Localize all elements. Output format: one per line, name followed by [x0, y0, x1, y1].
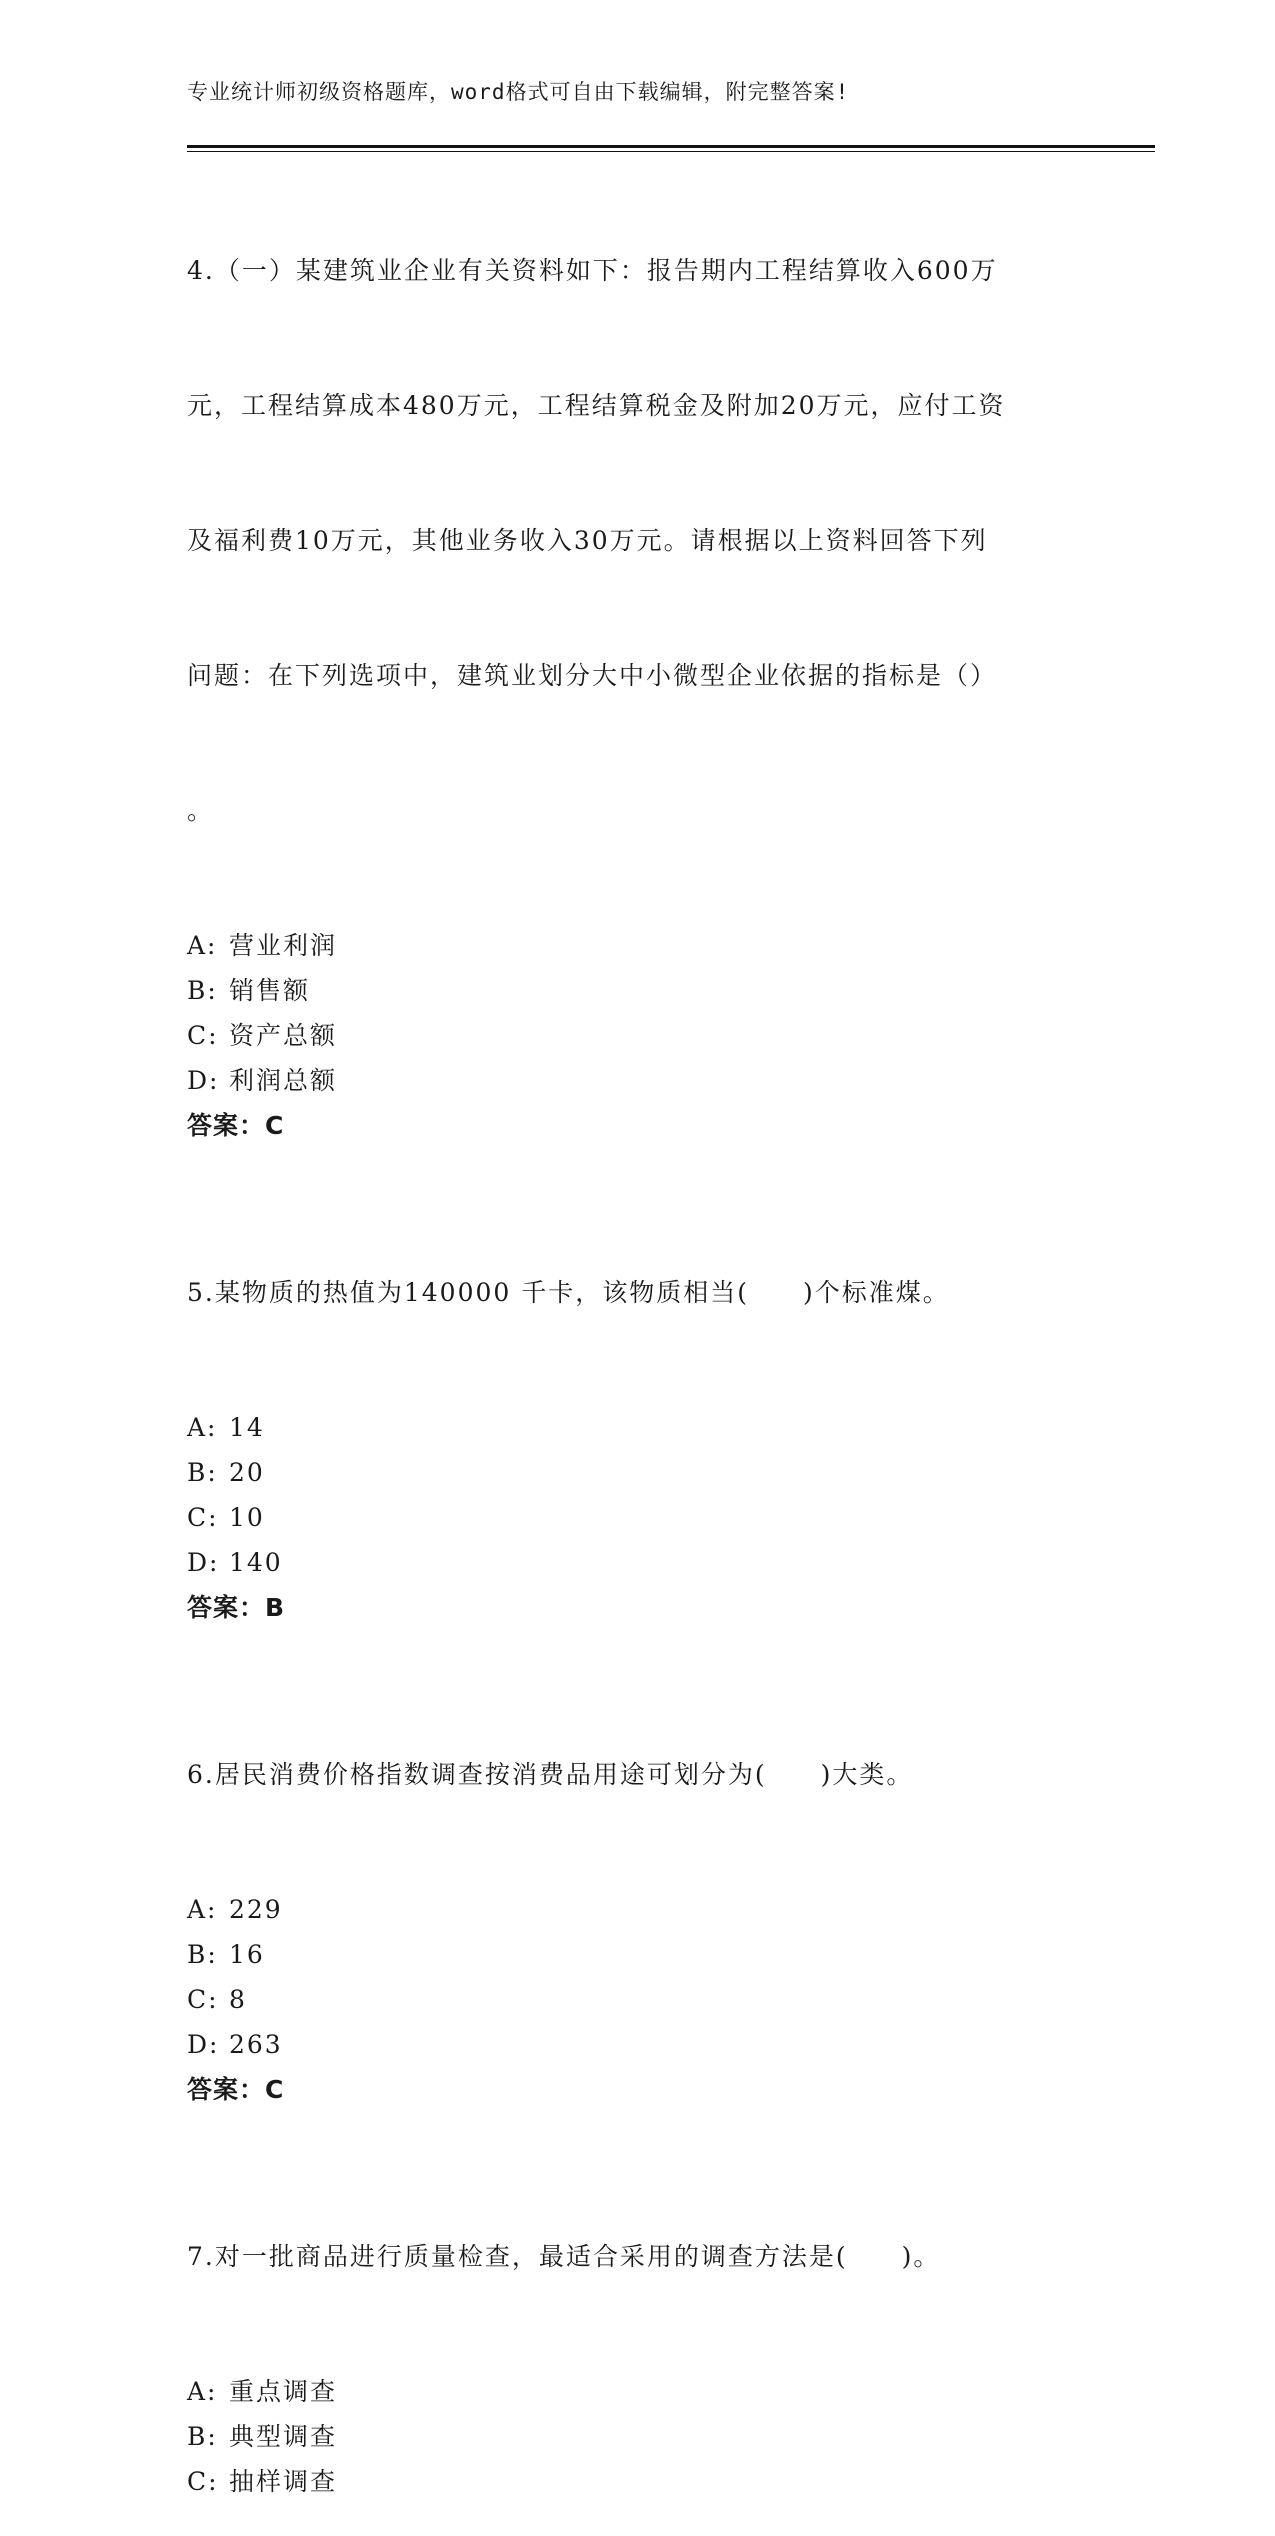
option-text: 229: [229, 1895, 283, 1924]
option-letter: D:: [187, 2030, 220, 2059]
option-c: [187, 2459, 1087, 2504]
option-text: 利润总额: [229, 1066, 338, 1095]
option-letter: C:: [187, 2467, 219, 2496]
stem-line: 6.居民消费价格指数调查按消费品用途可划分为( )大类。: [187, 1760, 914, 1789]
option-text: 14: [229, 1413, 265, 1442]
stem-line: 4.（一）某建筑业企业有关资料如下：报告期内工程结算收入600万: [187, 256, 998, 285]
answer-label: 答案：C: [187, 2075, 285, 2104]
option-letter: C:: [187, 1021, 219, 1050]
question-7: [187, 2144, 1087, 2504]
option-c: [187, 1495, 1087, 1540]
option-a: [187, 2369, 1087, 2414]
option-letter: A:: [187, 1413, 218, 1442]
option-text: 销售额: [229, 976, 311, 1005]
option-letter: A:: [187, 2377, 218, 2406]
question-stem: [187, 1662, 1087, 1887]
page-header: 专业统计师初级资格题库，word格式可自由下载编辑，附完整答案!: [187, 80, 850, 104]
option-text: 20: [229, 1458, 265, 1487]
header-rule-thin: [187, 151, 1155, 152]
option-a: [187, 1405, 1087, 1450]
option-text: 140: [229, 1548, 283, 1577]
stem-line: 。: [187, 796, 215, 825]
question-stem: [187, 2144, 1087, 2369]
option-letter: C:: [187, 1985, 219, 2014]
option-d: [187, 2022, 1087, 2067]
question-6: [187, 1662, 1087, 2112]
option-text: 16: [229, 1940, 265, 1969]
option-text: 8: [229, 1985, 247, 2014]
option-letter: B:: [187, 1940, 218, 1969]
answer-label: 答案：B: [187, 1593, 286, 1622]
stem-line: 7.对一批商品进行质量检查，最适合采用的调查方法是( )。: [187, 2242, 941, 2271]
option-b: [187, 1932, 1087, 1977]
option-letter: A:: [187, 1895, 218, 1924]
stem-line: 元，工程结算成本480万元，工程结算税金及附加20万元，应付工资: [187, 391, 1006, 420]
stem-line: 5.某物质的热值为140000 千卡，该物质相当( )个标准煤。: [187, 1278, 950, 1307]
header-rule-thick: [187, 145, 1155, 148]
question-list: [187, 158, 1087, 2536]
option-text: 10: [229, 1503, 265, 1532]
option-text: 资产总额: [229, 1021, 338, 1050]
option-letter: B:: [187, 2422, 218, 2451]
option-c: [187, 1013, 1087, 1058]
option-letter: B:: [187, 1458, 218, 1487]
question-4: [187, 158, 1087, 1148]
option-text: 263: [229, 2030, 283, 2059]
option-b: [187, 968, 1087, 1013]
option-a: [187, 923, 1087, 968]
option-letter: D:: [187, 1548, 220, 1577]
option-text: 典型调查: [229, 2422, 338, 2451]
stem-line: 问题：在下列选项中，建筑业划分大中小微型企业依据的指标是（）: [187, 661, 998, 690]
option-text: 营业利润: [229, 931, 338, 960]
option-letter: A:: [187, 931, 218, 960]
stem-line: 及福利费10万元，其他业务收入30万元。请根据以上资料回答下列: [187, 526, 988, 555]
option-text: 抽样调查: [229, 2467, 338, 2496]
option-c: [187, 1977, 1087, 2022]
option-text: 重点调查: [229, 2377, 338, 2406]
option-d: [187, 1058, 1087, 1103]
question-stem: [187, 158, 1087, 923]
answer-label: 答案：C: [187, 1111, 285, 1140]
option-letter: C:: [187, 1503, 219, 1532]
option-d: [187, 1540, 1087, 1585]
option-b: [187, 1450, 1087, 1495]
question-5: [187, 1180, 1087, 1630]
question-stem: [187, 1180, 1087, 1405]
option-letter: B:: [187, 976, 218, 1005]
option-letter: D:: [187, 1066, 220, 1095]
option-a: [187, 1887, 1087, 1932]
option-b: [187, 2414, 1087, 2459]
